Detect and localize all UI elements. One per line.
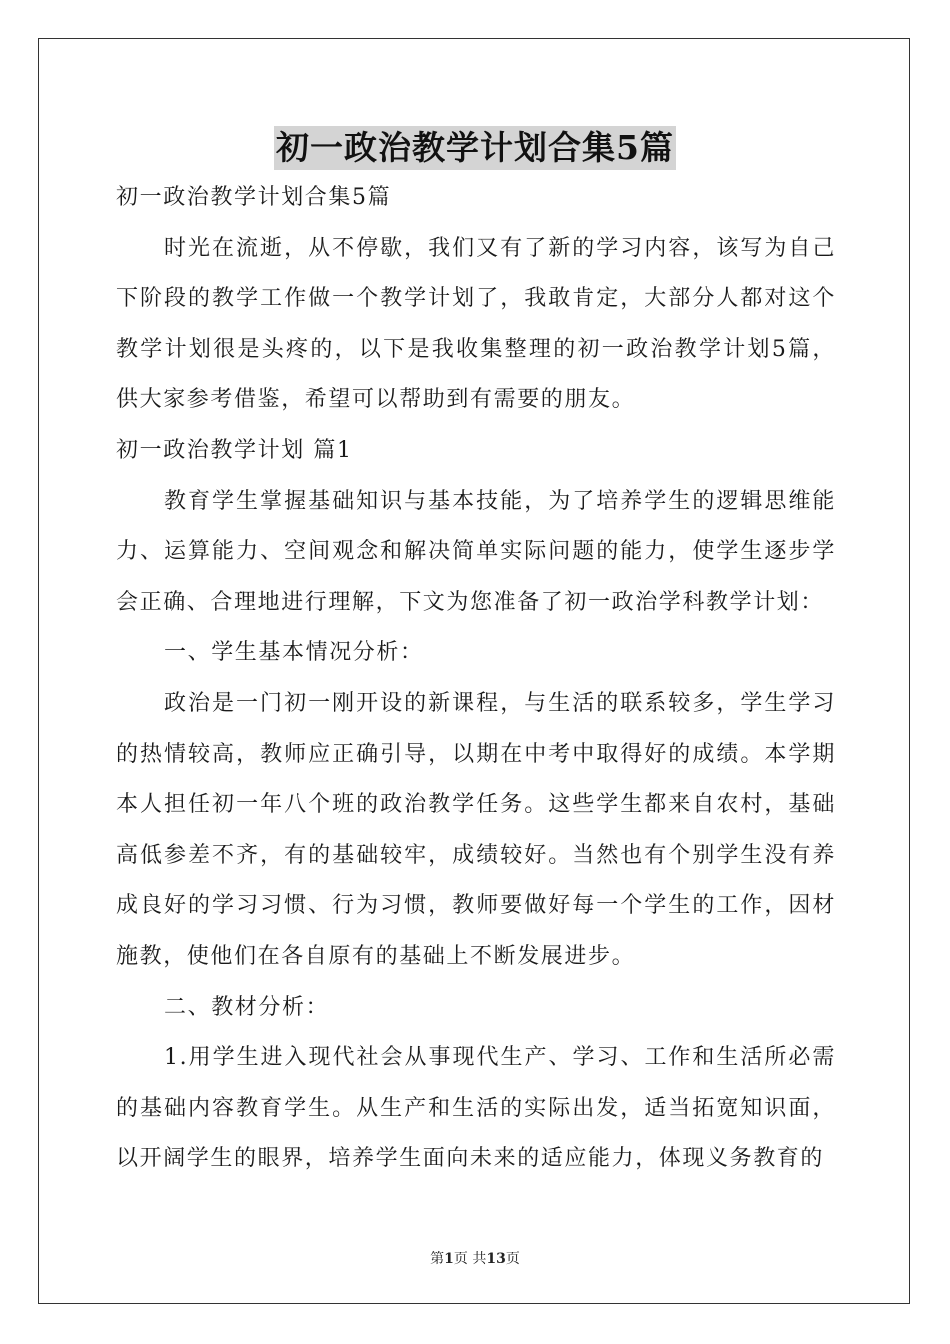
document-title: 初一政治教学计划合集5篇 [274, 126, 676, 170]
footer-suffix: 页 [505, 1251, 520, 1267]
section-heading: 初一政治教学计划 篇1 [116, 437, 353, 463]
document-body [116, 173, 836, 1185]
footer-current-page: 1 [444, 1251, 454, 1267]
page-footer [0, 1248, 950, 1268]
part1-heading: 一、学生基本情况分析： [164, 640, 424, 666]
document-subtitle: 初一政治教学计划合集5篇 [116, 185, 392, 210]
intro-paragraph: 时光在流逝，从不停歇，我们又有了新的学习内容，该写为自己下阶段的教学工作做一个教学计划了，我敢肯定，大部分人都对这个教学计划很是头疼的，以下是我收集整理的初一政治教学计划5篇，供大家参考借鉴，希望可以帮助到有需要的朋友。 [116, 235, 836, 413]
section-intro-paragraph: 教育学生掌握基础知识与基本技能，为了培养学生的逻辑思维能力、运算能力、空间观念和解决简单实际问题的能力，使学生逐步学会正确、合理地进行理解，下文为您准备了初一政治学科教学计划： [116, 488, 836, 615]
part2-paragraph: 1.用学生进入现代社会从事现代生产、学习、工作和生活所必需的基础内容教育学生。从生产和生活的实际出发，适当拓宽知识面，以开阔学生的眼界，培养学生面向未来的适应能力，体现义务教育的 [116, 1045, 836, 1172]
part1-paragraph: 政治是一门初一刚开设的新课程，与生活的联系较多，学生学习的热情较高，教师应正确引导，以期在中考中取得好的成绩。本学期本人担任初一年八个班的政治教学任务。这些学生都来自农村，基础高低参差不齐，有的基础较牢，成绩较好。当然也有个别学生没有养成良好的学习习惯、行为习惯，教师要做好每一个学生的工作，因材施教，使他们在各自原有的基础上不断发展进步。 [116, 690, 836, 969]
document-title-wrap [0, 126, 950, 170]
footer-mid: 页 共 [453, 1251, 487, 1267]
footer-prefix: 第 [430, 1251, 445, 1267]
footer-total-pages: 13 [486, 1251, 506, 1267]
part2-heading: 二、教材分析： [164, 994, 330, 1020]
